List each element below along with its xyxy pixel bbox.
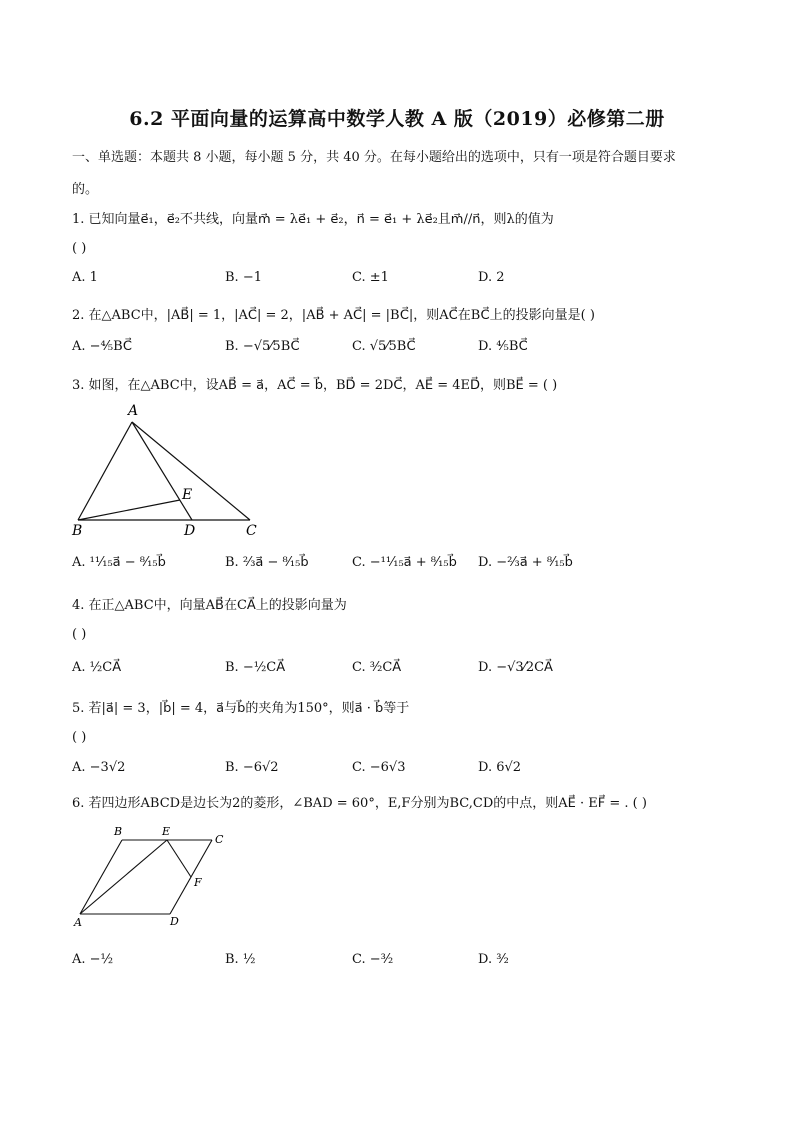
question-3-stem: 3. 如图，在△ABC中，设AB⃗ = a⃗，AC⃗ = b⃗，BD⃗ = 2DC⃗，AE⃗ = 4ED⃗，则BE⃗ = ( ) <box>72 378 558 393</box>
label-c: C <box>246 523 257 539</box>
label-e: E <box>182 487 193 503</box>
option-a: A. −⁴⁄₅BC⃗ <box>72 339 133 354</box>
label-e: E <box>162 825 171 838</box>
option-a: A. −½ <box>72 952 114 967</box>
question-2-options <box>72 339 672 363</box>
question-4-stem: 4. 在正△ABC中，向量AB⃗在CA⃗上的投影向量为 <box>72 598 347 613</box>
option-c: C. −¹¹⁄₁₅a⃗ + ⁸⁄₁₅b⃗ <box>352 555 457 570</box>
label-a: A <box>74 916 82 929</box>
option-a: A. −3√2 <box>72 760 126 775</box>
question-1-paren: ( ) <box>72 241 87 256</box>
label-f: F <box>194 876 202 889</box>
label-d: D <box>170 915 179 928</box>
edge-ac <box>132 422 250 520</box>
edge-ab <box>78 422 132 520</box>
option-b: B. ²⁄₃a⃗ − ⁸⁄₁₅b⃗ <box>225 555 309 570</box>
option-b: B. −½CA⃗ <box>225 660 286 675</box>
option-a: A. 1 <box>72 270 98 285</box>
question-6-options <box>72 952 672 976</box>
option-c: C. √5⁄5BC⃗ <box>352 339 416 354</box>
question-3-options <box>72 555 672 579</box>
question-1-stem: 1. 已知向量e⃗₁，e⃗₂不共线，向量m⃗ = λe⃗₁ + e⃗₂，n⃗ = e⃗₁ + λe⃗₂且m⃗//n⃗，则λ的值为 <box>72 212 554 227</box>
question-5-stem: 5. 若|a⃗| = 3，|b⃗| = 4，a⃗与b⃗的夹角为150°，则a⃗ · b⃗等于 <box>72 701 410 716</box>
rhombus-abcd-figure <box>70 822 240 932</box>
option-d: D. 2 <box>478 270 505 285</box>
question-4-options <box>72 660 672 684</box>
segment-be <box>78 500 180 520</box>
question-6-stem: 6. 若四边形ABCD是边长为2的菱形，∠BAD = 60°，E,F分别为BC,CD的中点，则AE⃗ · EF⃗ = . ( ) <box>72 796 647 811</box>
option-c: C. −³⁄₂ <box>352 952 394 967</box>
question-2-stem: 2. 在△ABC中，|AB⃗| = 1，|AC⃗| = 2，|AB⃗ + AC⃗| = |BC⃗|，则AC⃗在BC⃗上的投影向量是( ) <box>72 308 595 323</box>
label-b: B <box>114 825 123 838</box>
option-d: D. −√3⁄2CA⃗ <box>478 660 553 675</box>
option-d: D. −²⁄₃a⃗ + ⁸⁄₁₅b⃗ <box>478 555 573 570</box>
segment-ad <box>132 422 192 520</box>
label-d: D <box>184 523 196 539</box>
option-c: C. −6√3 <box>352 760 406 775</box>
question-4-paren: ( ) <box>72 627 87 642</box>
option-a: A. ¹¹⁄₁₅a⃗ − ⁸⁄₁₅b⃗ <box>72 555 166 570</box>
section-instructions-line1: 一、单选题：本题共 8 小题，每小题 5 分，共 40 分。在每小题给出的选项中，只有一项是符合题目要求 <box>72 150 676 165</box>
option-a: A. ½CA⃗ <box>72 660 122 675</box>
question-1-options <box>72 270 672 294</box>
question-5-options <box>72 760 672 784</box>
section-instructions-line2: 的。 <box>72 182 99 197</box>
label-c: C <box>215 833 224 846</box>
option-b: B. −1 <box>225 270 262 285</box>
document-title: 6.2 平面向量的运算高中数学人教 A 版（2019）必修第二册 <box>129 108 665 130</box>
option-c: C. ±1 <box>352 270 389 285</box>
question-5-paren: ( ) <box>72 730 87 745</box>
edge-ab <box>80 840 122 914</box>
segment-ef <box>167 840 191 877</box>
segment-ae <box>80 840 167 914</box>
label-a: A <box>128 403 139 419</box>
option-d: D. ⁴⁄₅BC⃗ <box>478 339 528 354</box>
option-d: D. 6√2 <box>478 760 522 775</box>
option-c: C. ³⁄₂CA⃗ <box>352 660 402 675</box>
label-b: B <box>72 523 83 539</box>
triangle-abc-figure <box>66 400 276 540</box>
option-d: D. ³⁄₂ <box>478 952 509 967</box>
option-b: B. −6√2 <box>225 760 279 775</box>
option-b: B. −√5⁄5BC⃗ <box>225 339 300 354</box>
option-b: B. ½ <box>225 952 256 967</box>
